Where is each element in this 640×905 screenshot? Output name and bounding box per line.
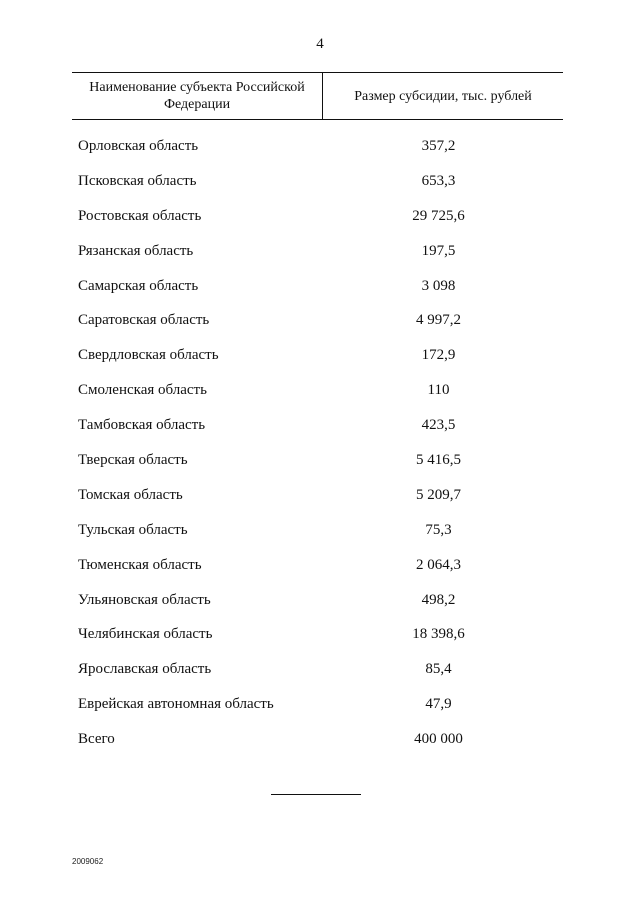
- subsidy-amount: 4 997,2: [416, 312, 461, 329]
- subject-name: Еврейская автономная область: [78, 696, 274, 713]
- subsidy-amount: 357,2: [421, 137, 456, 154]
- subject-name: Самарская область: [78, 277, 199, 294]
- subsidy-amount: 29 725,6: [412, 207, 465, 224]
- subject-name: Тюменская область: [78, 556, 202, 573]
- subject-name: Ульяновская область: [78, 591, 211, 608]
- subject-name: Ростовская область: [78, 207, 202, 224]
- subject-name: Тульская область: [78, 521, 188, 538]
- subsidy-amount: 75,3: [425, 521, 452, 538]
- subject-name: Тамбовская область: [78, 417, 206, 434]
- header-subsidy-amount: Размер субсидии, тыс. рублей: [354, 88, 532, 104]
- table-row: [72, 164, 563, 199]
- table-header: [72, 72, 563, 120]
- subsidy-amount: 3 098: [421, 277, 456, 294]
- subsidy-amount: 498,2: [421, 591, 456, 608]
- subject-name: Всего: [78, 731, 115, 748]
- subsidy-amount: 47,9: [425, 696, 452, 713]
- subject-name: Челябинская область: [78, 626, 213, 643]
- table-row: [72, 338, 563, 373]
- subject-name: Ярославская область: [78, 661, 212, 678]
- table-row: [72, 583, 563, 618]
- subsidy-amount: 653,3: [421, 172, 456, 189]
- page-number: 4: [316, 36, 324, 52]
- table-row: [72, 617, 563, 652]
- table-row: [72, 513, 563, 548]
- table-row: [72, 722, 563, 757]
- subsidy-amount: 400 000: [414, 731, 463, 748]
- document-code: 2009062: [72, 857, 104, 866]
- header-subject-name: Наименование субъекта Российской Федерации: [72, 73, 323, 119]
- subsidy-amount: 5 209,7: [416, 486, 461, 503]
- subject-name: Саратовская область: [78, 312, 210, 329]
- subject-name: Тверская область: [78, 451, 188, 468]
- subsidy-amount: 172,9: [421, 347, 456, 364]
- table-body: [72, 129, 563, 757]
- table-row: [72, 303, 563, 338]
- subject-name: Рязанская область: [78, 242, 194, 259]
- table-row: [72, 129, 563, 164]
- subject-name: Томская область: [78, 486, 183, 503]
- subsidy-table: [72, 72, 563, 757]
- table-row: [72, 269, 563, 304]
- table-row: [72, 234, 563, 269]
- subject-name: Свердловская область: [78, 347, 219, 364]
- subsidy-amount: 5 416,5: [416, 451, 461, 468]
- table-row: [72, 548, 563, 583]
- subject-name: Орловская область: [78, 137, 199, 154]
- subject-name: Смоленская область: [78, 382, 207, 399]
- table-row: [72, 443, 563, 478]
- subject-name: Псковская область: [78, 172, 197, 189]
- subsidy-amount: 423,5: [421, 417, 456, 434]
- subsidy-amount: 85,4: [425, 661, 452, 678]
- footer-divider: [271, 794, 361, 795]
- subsidy-amount: 197,5: [421, 242, 456, 259]
- table-row: [72, 652, 563, 687]
- table-row: [72, 373, 563, 408]
- subsidy-amount: 110: [427, 382, 450, 399]
- subsidy-amount: 2 064,3: [416, 556, 461, 573]
- subsidy-amount: 18 398,6: [412, 626, 465, 643]
- table-row: [72, 408, 563, 443]
- table-row: [72, 687, 563, 722]
- table-row: [72, 478, 563, 513]
- table-row: [72, 199, 563, 234]
